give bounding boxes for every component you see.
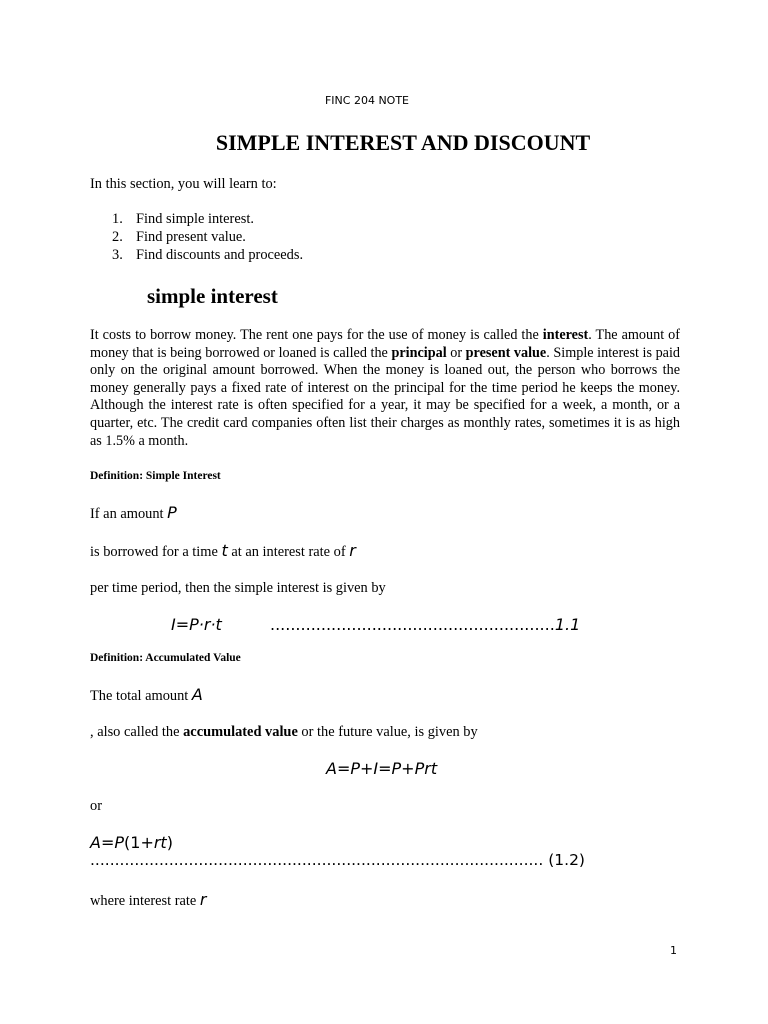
formula-accumulated-value-factored: A=P(1+rt) bbox=[90, 833, 173, 852]
list-item bbox=[112, 246, 303, 264]
definition-title-accumulated-value: Definition: Accumulated Value bbox=[90, 652, 241, 664]
equation-number-2: (1.2) bbox=[548, 851, 585, 869]
def1-line3: per time period, then the simple interest is given by bbox=[90, 580, 386, 596]
var-r-2: r bbox=[199, 890, 207, 909]
equation-number: 1.1 bbox=[554, 615, 581, 634]
section-heading: simple interest bbox=[147, 284, 278, 308]
term-interest: interest bbox=[542, 327, 589, 343]
intro-text: In this section, you will learn to: bbox=[90, 176, 277, 192]
definition-title-simple-interest: Definition: Simple Interest bbox=[90, 470, 221, 482]
formula-leader: ........................................................1.1 bbox=[270, 615, 581, 634]
def1-line1: If an amount P bbox=[90, 503, 177, 522]
formula2-leader: ............................................................................................ (1.2) bbox=[90, 851, 585, 869]
list-item-number: 1. bbox=[112, 211, 123, 227]
list-item-number: 3. bbox=[112, 247, 123, 263]
var-a: A bbox=[191, 685, 203, 704]
list-item bbox=[112, 228, 303, 246]
def2-last-line: where interest rate r bbox=[90, 890, 207, 909]
objectives-list bbox=[112, 210, 303, 264]
list-item-text: Find discounts and proceeds. bbox=[136, 247, 304, 263]
page-header: FINC 204 NOTE bbox=[324, 94, 410, 107]
term-principal: principal bbox=[391, 344, 447, 361]
list-item-text: Find present value. bbox=[136, 229, 246, 245]
body-paragraph: It costs to borrow money. The rent one pays for the use of money is called the interest. The amount of money that is being borrowed or loaned is called the principal or present value. Simple interest is paid only on the original amount borrowed. When the money is loaned out, the person who borrows the money generally pays a fixed rate of interest on the principal for the time period he keeps the money. Although the interest rate is often specified for a year, it may be specified for a week, a month, or a quarter, etc. The credit card companies often list their charges as monthly rates, sometimes it is as high as 1.5% a month. bbox=[90, 327, 680, 449]
var-p: P bbox=[167, 503, 177, 522]
var-r: r bbox=[349, 541, 356, 560]
or-text: or bbox=[90, 798, 102, 814]
list-item-text: Find simple interest. bbox=[136, 211, 254, 227]
list-item-number: 2. bbox=[112, 229, 123, 245]
list-item bbox=[112, 210, 303, 228]
def2-line2: , also called the accumulated value or the future value, is given by bbox=[90, 724, 478, 740]
page-number: 1 bbox=[670, 944, 677, 957]
def2-line1: The total amount A bbox=[90, 685, 203, 704]
page-title: SIMPLE INTEREST AND DISCOUNT bbox=[215, 130, 591, 155]
var-t: t bbox=[221, 541, 228, 560]
term-present-value: present value bbox=[465, 344, 547, 361]
formula-accumulated-value: A=P+I=P+Prt bbox=[326, 759, 438, 778]
term-accumulated-value: accumulated value bbox=[183, 724, 298, 740]
formula-simple-interest: I=P·r·t bbox=[171, 615, 222, 634]
def1-line2: is borrowed for a time t at an interest rate of r bbox=[90, 541, 356, 560]
